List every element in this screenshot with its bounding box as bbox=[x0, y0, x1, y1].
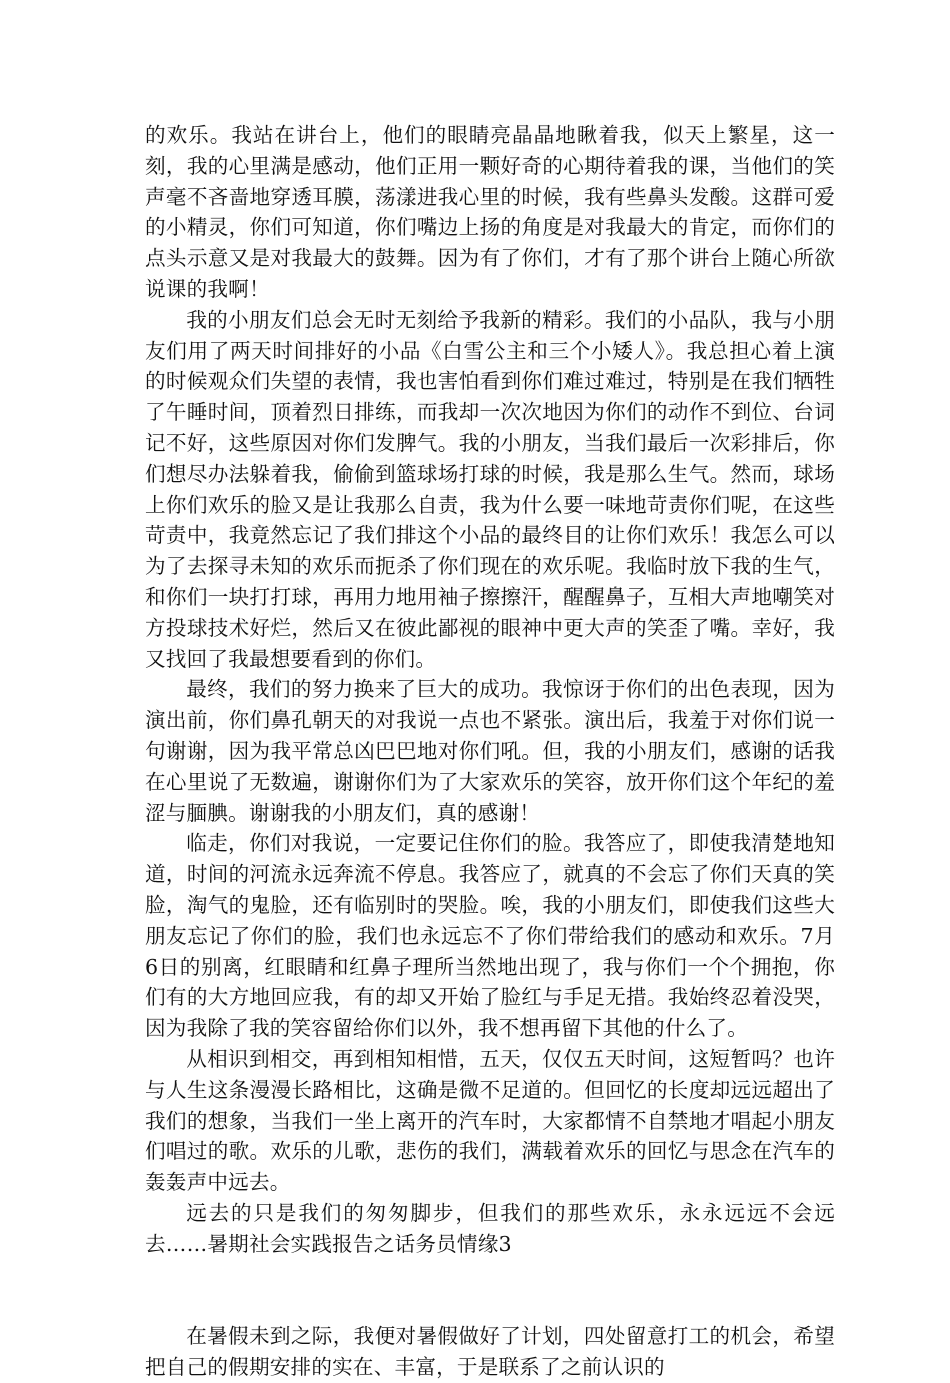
paragraph-7: 在暑假未到之际，我便对暑假做好了计划，四处留意打工的机会，希望把自己的假期安排的实在、丰富，于是联系了之前认识的 bbox=[145, 1324, 835, 1380]
paragraph-6-section-title: 远去的只是我们的匆匆脚步，但我们的那些欢乐，永永远远不会远去……暑期社会实践报告之话务员情缘3 bbox=[145, 1200, 835, 1256]
paragraph-3: 最终，我们的努力换来了巨大的成功。我惊讶于你们的出色表现，因为演出前，你们鼻孔朝天的对我说一点也不紧张。演出后，我羞于对你们说一句谢谢，因为我平常总凶巴巴地对你们吼。但，我的小朋友们，感谢的话我在心里说了无数遍，谢谢你们为了大家欢乐的笑容，放开你们这个年纪的羞涩与腼腆。谢谢我的小朋友们，真的感谢！ bbox=[145, 677, 835, 825]
paragraph-1: 的欢乐。我站在讲台上，他们的眼睛亮晶晶地瞅着我，似天上繁星，这一刻，我的心里满是感动，他们正用一颗好奇的心期待着我的课，当他们的笑声毫不吝啬地穿透耳膜，荡漾进我心里的时候，我有些鼻头发酸。这群可爱的小精灵，你们可知道，你们嘴边上扬的角度是对我最大的肯定，而你们的点头示意又是对我最大的鼓舞。因为有了你们，才有了那个讲台上随心所欲说课的我啊！ bbox=[145, 123, 835, 301]
paragraph-4: 临走，你们对我说，一定要记住你们的脸。我答应了，即使我清楚地知道，时间的河流永远奔流不停息。我答应了，就真的不会忘了你们天真的笑脸，淘气的鬼脸，还有临别时的哭脸。唉，我的小朋友们，即使我们这些大朋友忘记了你们的脸，我们也永远忘不了你们带给我们的感动和欢乐。7月6日的别离，红眼睛和红鼻子理所当然地出现了，我与你们一个个拥抱，你们有的大方地回应我，有的却又开始了脸红与手足无措。我始终忍着没哭，因为我除了我的笑容留给你们以外，我不想再留下其他的什么了。 bbox=[145, 831, 835, 1041]
section-spacer bbox=[145, 1259, 835, 1321]
document-body bbox=[145, 120, 835, 1383]
paragraph-5: 从相识到相交，再到相知相惜，五天，仅仅五天时间，这短暂吗？也许与人生这条漫漫长路相比，这确是微不足道的。但回忆的长度却远远超出了我们的想象，当我们一坐上离开的汽车时，大家都情不自禁地才唱起小朋友们唱过的歌。欢乐的儿歌，悲伤的我们，满载着欢乐的回忆与思念在汽车的轰轰声中远去。 bbox=[145, 1046, 835, 1195]
paragraph-2: 我的小朋友们总会无时无刻给予我新的精彩。我们的小品队，我与小朋友们用了两天时间排好的小品《白雪公主和三个小矮人》。我总担心着上演的时候观众们失望的表情，我也害怕看到你们难过难过，特别是在我们牺牲了午睡时间，顶着烈日排练，而我却一次次地因为你们的动作不到位、台词记不好，这些原因对你们发脾气。我的小朋友，当我们最后一次彩排后，你们想尽办法躲着我，偷偷到篮球场打球的时候，我是那么生气。然而，球场上你们欢乐的脸又是让我那么自责，我为什么要一味地苛责你们呢，在这些苛责中，我竟然忘记了我们排这个小品的最终目的让你们欢乐！我怎么可以为了去探寻未知的欢乐而扼杀了你们现在的欢乐呢。我临时放下我的生气，和你们一块打打球，再用力地用袖子擦擦汗，醒醒鼻子，互相大声地嘲笑对方投球技术好烂，然后又在彼此鄙视的眼神中更大声的笑歪了嘴。幸好，我又找回了我最想要看到的你们。 bbox=[145, 307, 835, 671]
